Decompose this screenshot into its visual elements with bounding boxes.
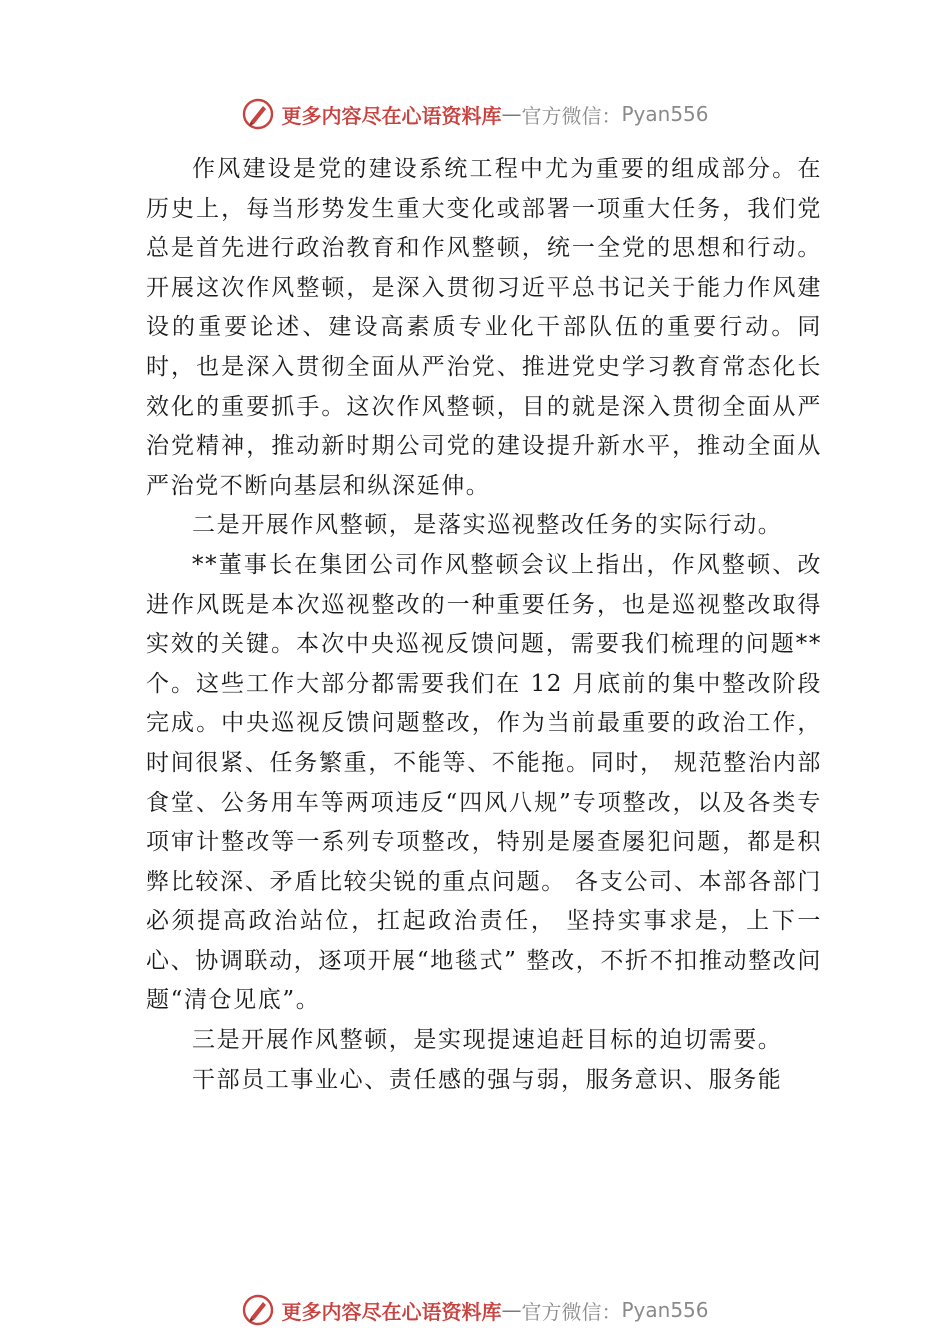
watermark-wechat-id: Pyan556 [621, 102, 709, 126]
watermark-brand: 更多内容尽在心语资料库 [281, 1299, 502, 1324]
document-body [146, 150, 822, 1100]
paragraph-1: 作风建设是党的建设系统工程中尤为重要的组成部分。在历史上，每当形势发生重大变化或部署一项重大任务，我们党总是首先进行政治教育和作风整顿，统一全党的思想和行动。开展这次作风整顿，是深入贯彻习近平总书记关于能力作风建设的重要论述、建设高素质专业化干部队伍的重要行动。同时，也是深入贯彻全面从严治党、推进党史学习教育常态化长效化的重要抓手。这次作风整顿，目的就是深入贯彻全面从严治党精神，推动新时期公司党的建设提升新水平，推动全面从严治党不断向基层和纵深延伸。 [146, 156, 822, 499]
paragraph-5: 干部员工事业心、责任感的强与弱，服务意识、服务能 [192, 1066, 783, 1093]
watermark-wechat-id: Pyan556 [621, 1298, 709, 1322]
pen-circle-logo-icon [241, 1293, 275, 1327]
paragraph-4-heading: 三是开展作风整顿，是实现提速追赶目标的迫切需要。 [192, 1027, 783, 1054]
watermark-official-label: 官方微信： [521, 103, 622, 128]
watermark-separator: — [501, 102, 522, 126]
footer-watermark [0, 1290, 950, 1330]
pen-circle-logo-icon [241, 97, 275, 131]
paragraph-3: **董事长在集团公司作风整顿会议上指出，作风整顿、改进作风既是本次巡视整改的一种重要任务，也是巡视整改取得实效的关键。本次中央巡视反馈问题，需要我们梳理的问题**个。这些工作大部分都需要我们在 12 月底前的集中整改阶段完成。中央巡视反馈问题整改，作为当前最重要的政治工作，时间很紧、任务繁重，不能等、不能拖。同时， 规范整治内部食堂、公务用车等两项违反“四风八规”专项整改，以及各类专项审计整改等一系列专项整改，特别是屡查屡犯问题，都是积弊比较深、矛盾比较尖锐的重点问题。 各支公司、本部各部门必须提高政治站位，扛起政治责任， 坚持实事求是，上下一心、协调联动，逐项开展“地毯式” 整改，不折不扣推动整改问题“清仓见底”。 [146, 551, 822, 1014]
paragraph-2-heading: 二是开展作风整顿，是落实巡视整改任务的实际行动。 [192, 512, 783, 539]
watermark-brand: 更多内容尽在心语资料库 [281, 103, 502, 128]
watermark-official-label: 官方微信： [521, 1299, 622, 1324]
watermark-separator: — [501, 1298, 522, 1322]
header-watermark [0, 94, 950, 134]
